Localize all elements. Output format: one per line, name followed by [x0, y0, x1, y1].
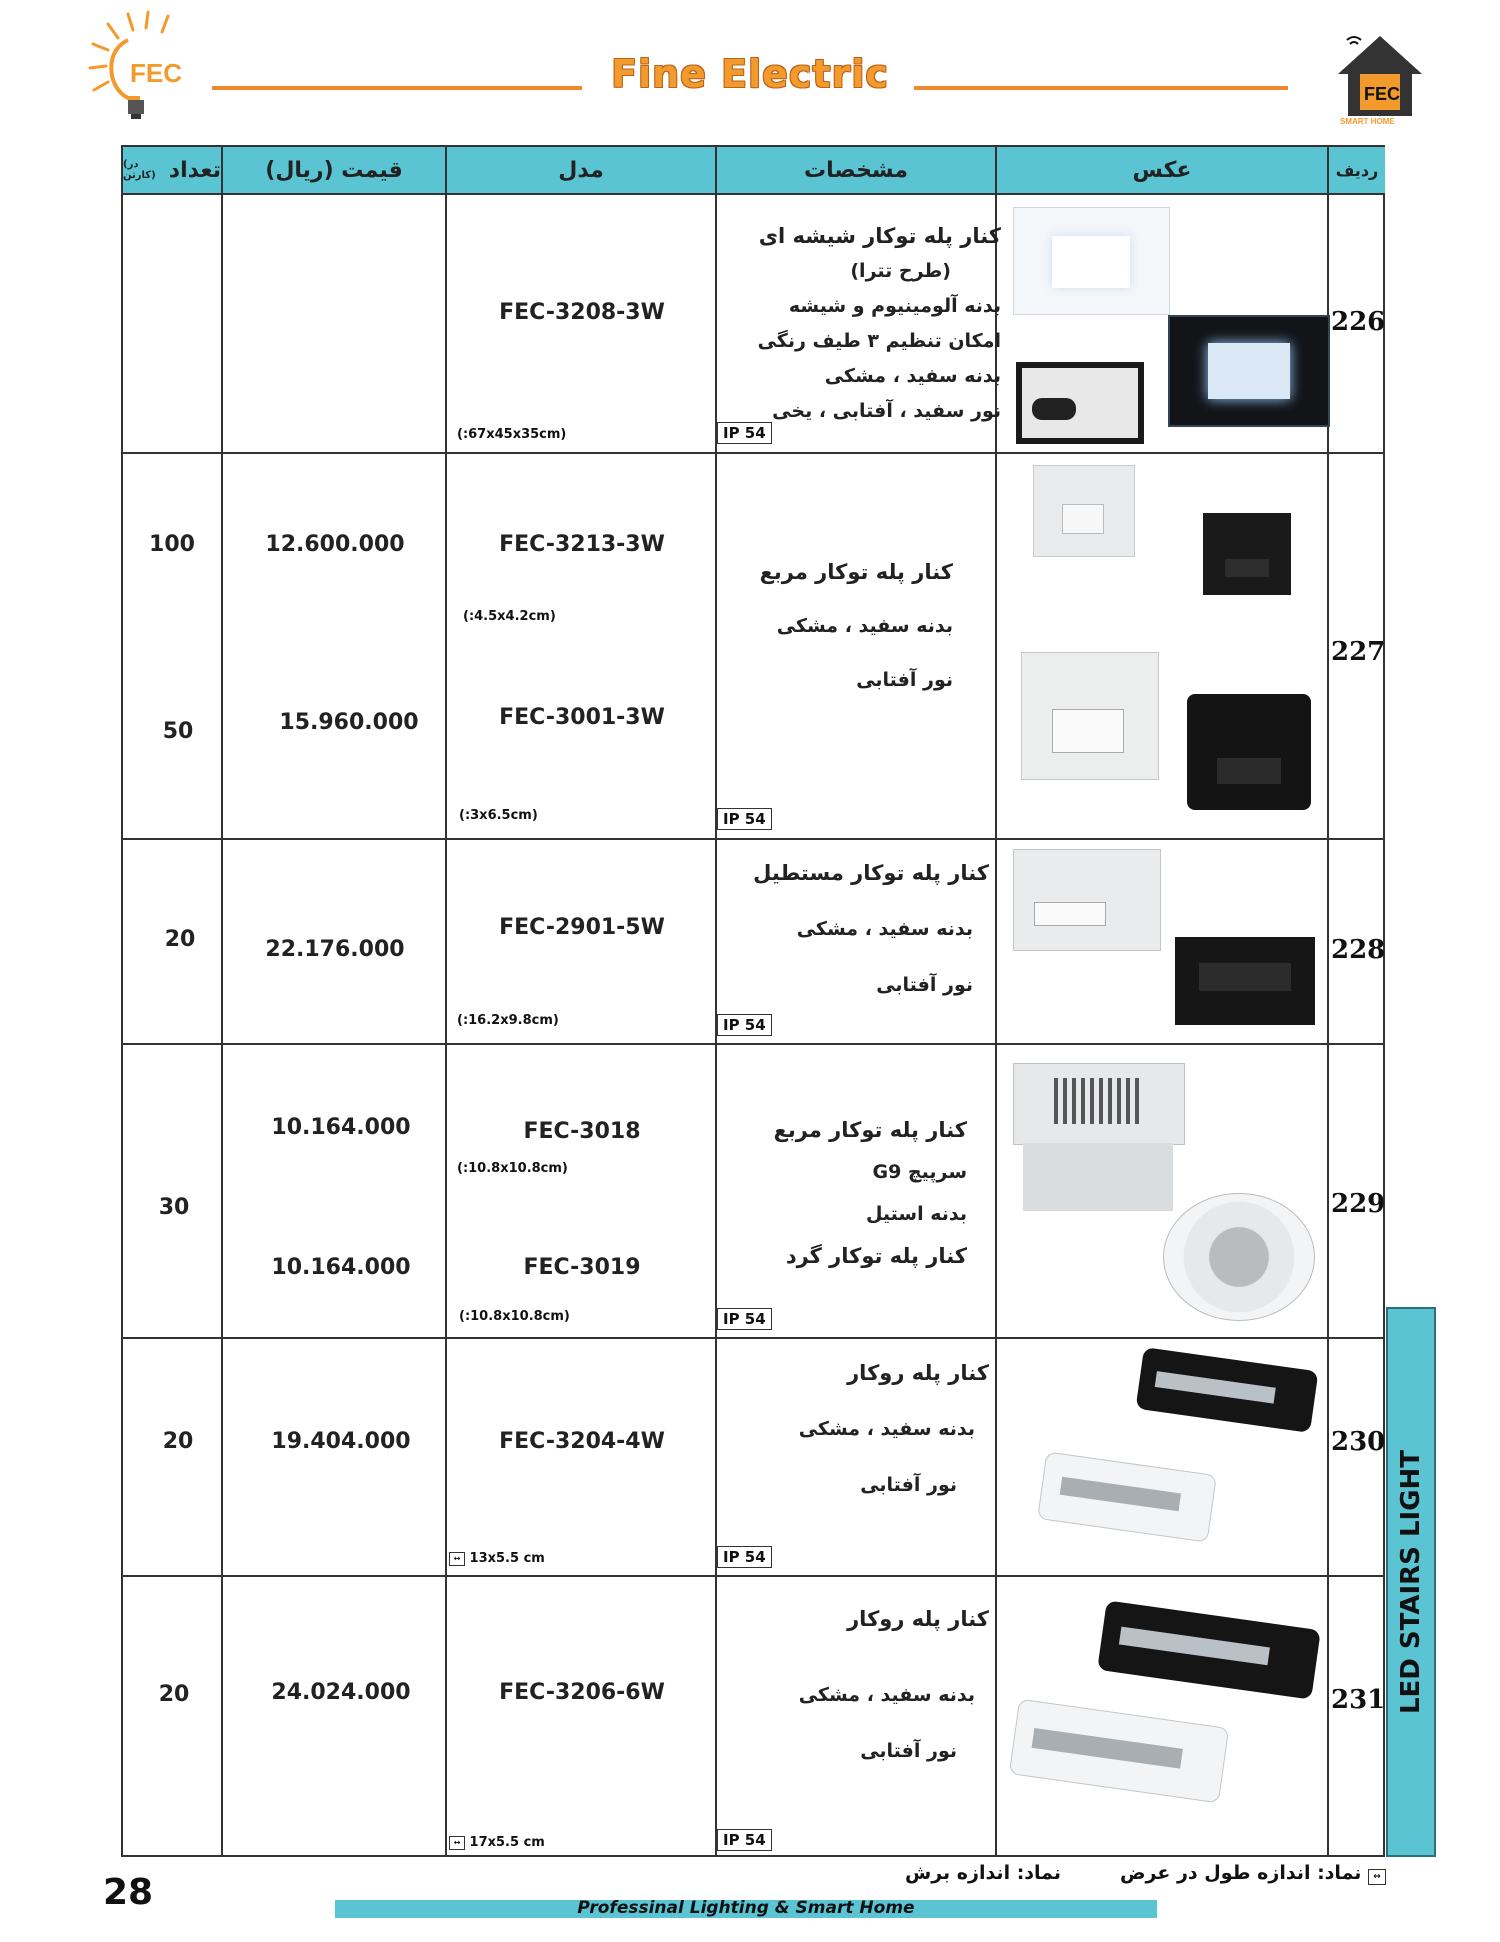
spec-line: کنار پله توکار مربع	[773, 1118, 967, 1142]
row-number: 231	[1331, 1685, 1386, 1715]
smart-home-logo	[1334, 30, 1426, 125]
spec-line: بدنه سفید ، مشکی	[824, 365, 1001, 387]
ip-rating: IP 54	[717, 1829, 772, 1851]
svg-text:SMART HOME: SMART HOME	[1340, 117, 1395, 125]
product-photo	[1009, 1699, 1230, 1804]
row-number: 227	[1331, 637, 1386, 667]
model-code: FEC-3206-6W	[499, 1680, 665, 1705]
product-photo	[1021, 652, 1159, 780]
product-photo	[1187, 694, 1311, 810]
quantity: 20	[158, 1682, 190, 1707]
model-code: FEC-3213-3W	[499, 532, 665, 557]
svg-text:FEC: FEC	[1364, 84, 1400, 104]
cut-size: (:16.2x9.8cm)	[457, 1013, 559, 1028]
price: 15.960.000	[279, 710, 419, 735]
spec-line: نور آفتابی	[860, 1740, 957, 1762]
col-header-specs: مشخصات	[717, 147, 997, 193]
cut-size: ↔ 13x5.5 cm	[449, 1551, 545, 1566]
spec-line: بدنه آلومینیوم و شیشه	[788, 295, 1001, 317]
col-divider	[221, 147, 223, 1855]
spec-list	[758, 219, 1001, 429]
col-divider	[715, 147, 717, 1855]
row-divider	[123, 193, 1383, 195]
row-divider	[123, 452, 1383, 454]
row-number: 229	[1331, 1189, 1386, 1219]
col-header-price: قیمت (ریال)	[223, 147, 447, 193]
product-table	[121, 145, 1385, 1857]
spec-line: کنار پله روکار	[847, 1607, 989, 1631]
brand-title: Fine Electric	[611, 52, 889, 96]
price: 19.404.000	[271, 1429, 411, 1454]
cut-size: (:67x45x35cm)	[457, 427, 567, 442]
cut-size: (:3x6.5cm)	[459, 808, 538, 823]
header-rule-right	[914, 86, 1288, 90]
price: 24.024.000	[271, 1680, 411, 1705]
model-code: FEC-2901-5W	[499, 915, 665, 940]
product-photo	[1097, 1600, 1321, 1699]
product-photo	[1175, 937, 1315, 1025]
size-icon: ↔	[449, 1552, 465, 1566]
svg-text:FEC: FEC	[130, 58, 182, 88]
spec-line: نور آفتابی	[876, 974, 973, 996]
product-photo	[1013, 1063, 1183, 1213]
price: 10.164.000	[271, 1115, 411, 1140]
size-icon: ↔	[449, 1836, 465, 1850]
legend-cut: نماد: اندازه برش	[905, 1862, 1062, 1884]
col-header-model: مدل	[447, 147, 717, 193]
row-number: 228	[1331, 935, 1386, 965]
spec-line: بدنه سفید ، مشکی	[798, 1418, 975, 1440]
model-code: FEC-3208-3W	[499, 300, 665, 325]
row-divider	[123, 1575, 1383, 1577]
spec-line: بدنه سفید ، مشکی	[776, 615, 953, 637]
product-photo	[1013, 207, 1170, 315]
col-header-photo: عکس	[997, 147, 1329, 193]
cut-size: ↔ 17x5.5 cm	[449, 1835, 545, 1850]
row-divider	[123, 1043, 1383, 1045]
spec-list	[760, 545, 953, 707]
spec-line: نور سفید ، آفتابی ، یخی	[772, 400, 1001, 422]
col-header-qty: (در کارتن) تعداد	[123, 147, 223, 193]
size-icon: ↔	[1368, 1869, 1386, 1885]
footer-tagline: Professinal Lighting & Smart Home	[577, 1898, 915, 1918]
row-divider	[123, 838, 1383, 840]
price: 22.176.000	[265, 937, 405, 962]
spec-line: کنار پله توکار گرد	[785, 1244, 967, 1268]
spec-line: نور آفتابی	[860, 1474, 957, 1496]
quantity: 20	[164, 927, 196, 952]
model-code: FEC-3001-3W	[499, 705, 665, 730]
ip-rating: IP 54	[717, 1308, 772, 1330]
fec-logo	[88, 10, 198, 125]
col-header-row: ردیف	[1329, 147, 1385, 193]
ip-rating: IP 54	[717, 422, 772, 444]
category-tab-label: LED STAIRS LIGHT	[1396, 1449, 1426, 1715]
category-tab	[1386, 1307, 1436, 1857]
spec-line: نور آفتابی	[856, 669, 953, 691]
product-photo	[1037, 1451, 1217, 1542]
ip-rating: IP 54	[717, 1546, 772, 1568]
spec-line: کنار پله روکار	[847, 1361, 989, 1385]
row-number: 226	[1331, 307, 1386, 337]
spec-line: کنار پله توکار مستطیل	[753, 861, 989, 885]
spec-line: بدنه سفید ، مشکی	[798, 1684, 975, 1706]
spec-line: بدنه سفید ، مشکی	[796, 918, 973, 940]
spec-line: کنار پله توکار شیشه ای	[758, 224, 1001, 248]
spec-line: کنار پله توکار مربع	[759, 560, 953, 584]
spec-list	[799, 1345, 989, 1513]
spec-line: امکان تنظیم ۳ طیف رنگی	[757, 330, 1001, 352]
product-photo	[1203, 513, 1291, 595]
spec-list	[753, 845, 989, 1013]
product-photo	[1033, 465, 1135, 557]
quantity: 50	[162, 719, 194, 744]
legend-size: ↔ نماد: اندازه طول در عرض	[1120, 1862, 1386, 1885]
spec-list	[799, 1591, 989, 1779]
product-photo	[1136, 1347, 1319, 1433]
ip-rating: IP 54	[717, 808, 772, 830]
product-photo	[1168, 315, 1330, 427]
ip-rating: IP 54	[717, 1014, 772, 1036]
price: 12.600.000	[265, 532, 405, 557]
quantity: 100	[149, 532, 195, 557]
cut-size: (:10.8x10.8cm)	[457, 1161, 568, 1176]
product-photo	[1163, 1193, 1315, 1321]
product-photo	[1016, 362, 1144, 444]
cut-size: (:4.5x4.2cm)	[463, 609, 556, 624]
col-divider	[445, 147, 447, 1855]
cut-size: (:10.8x10.8cm)	[459, 1309, 570, 1324]
spec-line: سرپیچ G9	[872, 1161, 967, 1183]
spec-line: (طرح تترا)	[850, 260, 951, 282]
model-code: FEC-3019	[523, 1255, 641, 1280]
spec-line: بدنه استیل	[865, 1203, 967, 1225]
quantity: 20	[162, 1429, 194, 1454]
row-divider	[123, 1337, 1383, 1339]
row-number: 230	[1331, 1427, 1386, 1457]
header-rule-left	[212, 86, 582, 90]
product-photo	[1013, 849, 1161, 951]
quantity: 30	[158, 1195, 190, 1220]
model-code: FEC-3018	[523, 1119, 641, 1144]
page-number: 28	[103, 1872, 154, 1913]
price: 10.164.000	[271, 1255, 411, 1280]
spec-list	[774, 1109, 967, 1277]
model-code: FEC-3204-4W	[499, 1429, 665, 1454]
